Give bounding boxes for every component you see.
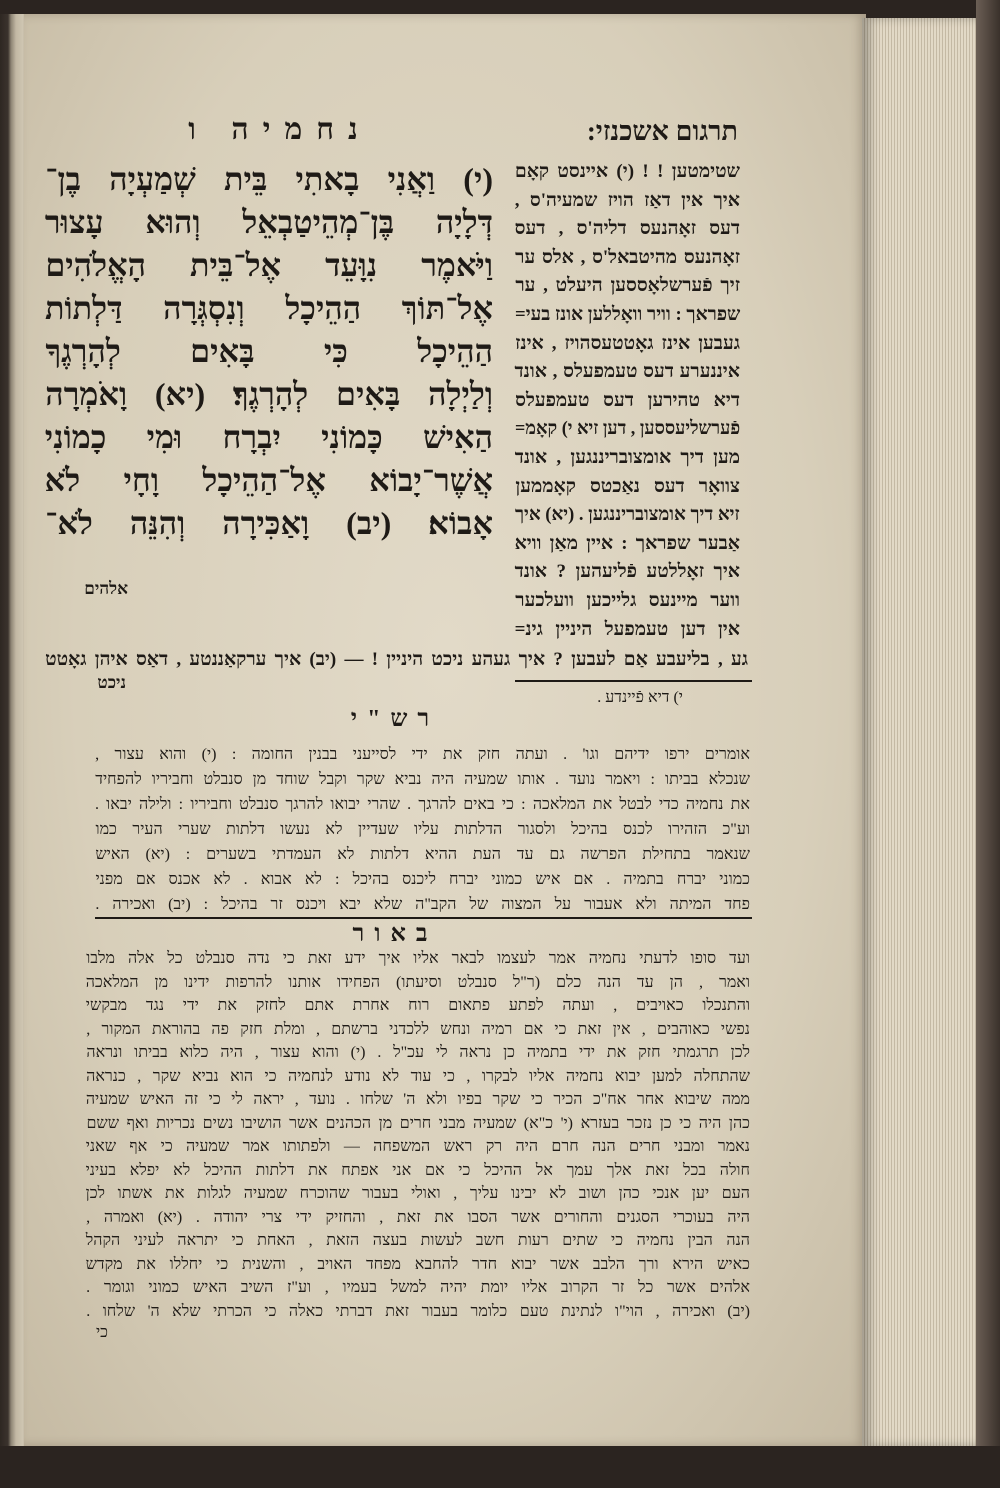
biur-line-text: ממה שיבוא אחר אח"כ הכיר כי שקר בפיו ולא ה' שלחו . נועד , יראה לי כי זה האיש שמעיה [85, 1091, 750, 1108]
scan-background-top [0, 0, 1000, 14]
scripture-line-text: הַהֵיכָל כִּי בָּאִים לְהָרְגֶךָ [45, 333, 493, 369]
scripture-line-text: הַאִישׁ כָּמוֹנִי יִבְרָח וּמִי כָמוֹנִי [44, 419, 493, 455]
translation-line-text: זיך פֿערשלאָססען היעלט , ער [515, 275, 740, 297]
translation-line-text: איך אין דאַז הויז שמעיה'ס , [514, 189, 740, 211]
translation-line-text: זיא דיך אומצובריננגען . (יא) איך [515, 504, 740, 526]
translation-line-text: געבען אינז גאָטטעסהויז , אינז [515, 332, 740, 354]
biur-catchword: כי [95, 1324, 108, 1341]
rashi-line-text: את נחמיה כדי לבטל את המלאכה : כי באים להרגך . שהרי יבואו להרגך סנבלט וחביריו : ולילה יבאו . [94, 796, 750, 813]
translation-line [515, 187, 740, 216]
rashi-line [95, 867, 750, 892]
translation-line [515, 587, 740, 616]
biur-line-text: לכן תרגמתי חזק את ידי בתמיה כן נראה לי עכ"ל . (י) והוא עצור , היה כלוא בביתו ונראה [86, 1044, 750, 1061]
scripture-line [45, 330, 493, 373]
biur-line [86, 1018, 750, 1042]
translation-line-text: פֿערשליעססען , דען זיא י) קאָמ= [514, 418, 740, 440]
translation-line [515, 330, 740, 359]
translation-line [515, 473, 740, 502]
translation-column [515, 158, 740, 644]
translation-line-text: שפראך : וויר וואָללען אונז בעי= [514, 303, 740, 325]
rashi-line-text: שנאמר בתחילת הפרשה גם עד העת ההיא דלתות לא העמדתי בשערים : (יא) האיש [95, 846, 750, 863]
biur-line-text: כאיש הירא ורך הלבב אשר יבוא חדר להחבא מפחד האויב , והשנית כי יחללו את מקדש [85, 1255, 750, 1273]
translation-line-text: אין דען טעמפעל היניין גינ= [514, 618, 740, 640]
commentary-divider [95, 917, 752, 919]
biur-line-text: חולה בכל זאת אלך עמך אל ההיכל כי אם אני אפתח את דלתות ההיכל לא יפלא בעיני [85, 1161, 750, 1179]
rashi-line [95, 742, 750, 767]
rashi-line-text: אומרים ירפו ידיהם וגו' . ועתה חזק את ידי לסייעני בבנין החומה : (י) והוא עצור , [95, 746, 750, 763]
biur-line-text: (יב) ואכירה , הוי"ו לנתינת טעם כלומר בעבור זאת דברתי כאלה כי הכרתי שלא ה' שלחו . [86, 1302, 750, 1320]
biur-line [86, 1112, 750, 1136]
biur-line [86, 971, 750, 995]
rashi-line-text: כמוני יברח בתמיה . אם איש כמוני יברח ליכנס בהיכל : לא אבוא . לא אכנס אם מפני [95, 871, 750, 888]
biur-line [86, 947, 750, 971]
biur-line [86, 1276, 750, 1300]
biur-line-text: ועד סופו לדעתי נחמיה אמר לעצמו לבאר אליו איך ידע זאת כי נדה סנבלט כל אלה מלבו [86, 950, 750, 967]
rashi-line-text: שנכלא בביתו : ויאמר נועד . אותו שמעיה היה נביא שקר וקבל שוחד מן סנבלט וחביריו להפחיד [95, 771, 750, 788]
translation-line-text: מען דיך אומצובריננגען , אונד [514, 446, 740, 468]
rashi-line [95, 817, 750, 842]
biur-line-text: ואמר , הן עד הנה כלם (ר"ל סנבלט וסיעתו) הפחידו אותנו להרפות ידינו מן המלאכה [85, 973, 750, 991]
rashi-line [95, 792, 750, 817]
translation-line [515, 558, 740, 587]
translation-line [515, 530, 740, 559]
translation-line [515, 272, 740, 301]
scripture-line [45, 502, 493, 545]
scripture-line-text: אֲשֶׁר־יָבוֹא אֶל־הַהֵיכָל וָחָי לֹא [44, 462, 493, 498]
biur-line [86, 994, 750, 1018]
translation-line-text: שטימטען ! ! (י) איינסט קאָם [514, 161, 740, 182]
translation-line [515, 244, 740, 273]
biur-line-text: העם יען אנכי כהן ושוב לא יבינו עליך , ואולי בעבור שהוכרח שמעיה לגלות את אשתו לכן [85, 1185, 750, 1202]
rashi-title: רש"י [350, 706, 440, 732]
scripture-line [45, 201, 493, 244]
biur-line [86, 1229, 750, 1253]
translation-footnote: י) דיא פֿיינדע . [597, 689, 683, 706]
scripture-text [45, 158, 493, 545]
biur-title: באור [352, 921, 438, 947]
translation-line [515, 358, 740, 387]
rashi-line [95, 892, 750, 917]
translation-line [515, 215, 740, 244]
scripture-line [45, 244, 493, 287]
biur-line-text: והתנכלו כאויבים , ועתה לפתע פתאום רוח אחרת אתם לחזק את ידי נגד מבקשי [85, 997, 750, 1014]
biur-line [86, 1206, 750, 1230]
translation-line-text: איך זאָללטע פֿליעהען ? אונד [514, 561, 740, 583]
translation-line [515, 301, 740, 330]
biur-line [86, 1088, 750, 1112]
translation-catchword: ניכט [97, 673, 126, 692]
scripture-line-text: דְּלָיָה בֶּן־מְהֵיטַבְאֵל וְהוּא עָצוּר [44, 204, 493, 240]
translation-full-line [45, 646, 748, 674]
rashi-line-text: פחד המיתה ולא אעבור על המצוה של הקב"ה שלא יבא ויכנס זר בהיכל : (יב) ואכירה . [95, 896, 750, 913]
translation-line-text: אַבער שפראך : איין מאַן וויא [514, 532, 740, 554]
translation-line [515, 158, 740, 187]
scripture-line [45, 158, 493, 201]
scripture-line [45, 459, 493, 502]
translation-line-text: צוואָר דעס נאַכטס קאָממען [515, 475, 740, 497]
biur-line [86, 1300, 750, 1324]
biur-line-text: אלהים אשר כל זר הקרוב אליו יומת יהיה למשל בעמיו , וע"ז השיב האיש כמוני וגומר . [86, 1279, 750, 1296]
chapter-header: נחמיה ו [188, 113, 372, 146]
page-stack-edges [862, 18, 976, 1446]
biur-line-text: שהתחלה למען יבוא נחמיה אליו לבקרו , כי עוד לא נודע לנחמיה כי הוא נביא שקר , כנראה [86, 1067, 750, 1085]
translation-line-text: איננערע דעס טעמפעלס , אונד [514, 361, 740, 383]
biur-line-text: היה בעוכרי הסגנים והחורים אשר הסבו את זאת , והחזיק ידי צרי יהודה . (יא) ואמרה , [86, 1208, 750, 1226]
scripture-line [45, 416, 493, 459]
translation-line-text: זאָהנעס מהיטבאל'ס , אלס ער [515, 246, 740, 268]
rashi-commentary [95, 742, 750, 917]
translation-line [515, 616, 740, 645]
biur-line-text: נאמר ומבני חרים הנה חרם היה רק ראש המשפחה — ולפתותו אמר שמעיה כי אף שאני [85, 1138, 750, 1155]
biur-line-text: כהן היה כי כן נזכר בעזרא (י' כ"א) שמעיה מבני חרים מן הכהנים אשר הושיבו נשים נכריות ואף ששם [86, 1114, 750, 1132]
translation-line [515, 387, 740, 416]
translation-line [515, 444, 740, 473]
footnote-rule [515, 680, 752, 682]
biur-line [86, 1182, 750, 1206]
biur-line [86, 1041, 750, 1065]
book-cover-edge [976, 0, 1000, 1488]
scripture-line-text: (י) וַאֲנִי בָאתִי בֵּית שְׁמַעְיָה בֶן־ [45, 161, 493, 197]
biur-line [86, 1159, 750, 1183]
biur-line [86, 1065, 750, 1089]
biur-line [86, 1135, 750, 1159]
biur-line [86, 1253, 750, 1277]
scripture-line-text: אָבוֹא׃ (יב) וָאַכִּירָה וְהִנֵּה לֹא־ [45, 505, 493, 541]
facing-page-edge [0, 0, 26, 1488]
scan-background-bottom [0, 1446, 1000, 1488]
scripture-line [45, 373, 493, 416]
translation-line-text: דיא טהירען דעס טעמפעלס [515, 389, 740, 411]
biur-commentary [86, 947, 750, 1323]
scripture-catchword: אלהים [84, 579, 128, 598]
translation-header: תרגום אשכנזי: [586, 116, 738, 146]
translation-line-text: דעס זאָהנעס דליה'ס , דעס [514, 218, 740, 240]
translation-line [515, 501, 740, 530]
rashi-line-text: וע"כ הזהירו לכנס בהיכל ולסגור הדלתות עליו שעדיין לא נעשו דלתות שערי העיר כמו [95, 821, 750, 838]
translation-full-line-text: גע , בליעבע אַם לעבען ? איך געהע ניכט היניין ! — (יב) איך ערקאַננטע , דאַס איהן גאָטט [45, 649, 748, 670]
scripture-line-text: אֶל־תּוֹךְ הַהֵיכָל וְנִסְגְּרָה דַּלְתוֹת [44, 290, 493, 326]
rashi-line [95, 842, 750, 867]
translation-line-text: ווער מיינעס גלייכען וועלכער [515, 589, 740, 611]
translation-line [515, 415, 740, 444]
biur-line-text: הנה הבין נחמיה כי שתים רעות חשב לעשות בעצה הזאת , האחת כי יתראה לעיני הקהל [85, 1232, 750, 1249]
biur-line-text: נפשי כאוהבים , אין זאת כי אם רמיה ונחש ללכדני ברשתם , ומלת חזק פה בהוראת המקור , [86, 1020, 750, 1038]
scripture-line [45, 287, 493, 330]
rashi-line [95, 767, 750, 792]
scripture-line-text: וְלַיְלָה בָּאִים לְהָרְגֶךָ׃ (יא) וָאֹמְרָה [45, 376, 493, 412]
scripture-line-text: וַיֹּאמֶר נִוָּעֵד אֶל־בֵּית הָאֱלֹהִים [45, 247, 493, 283]
